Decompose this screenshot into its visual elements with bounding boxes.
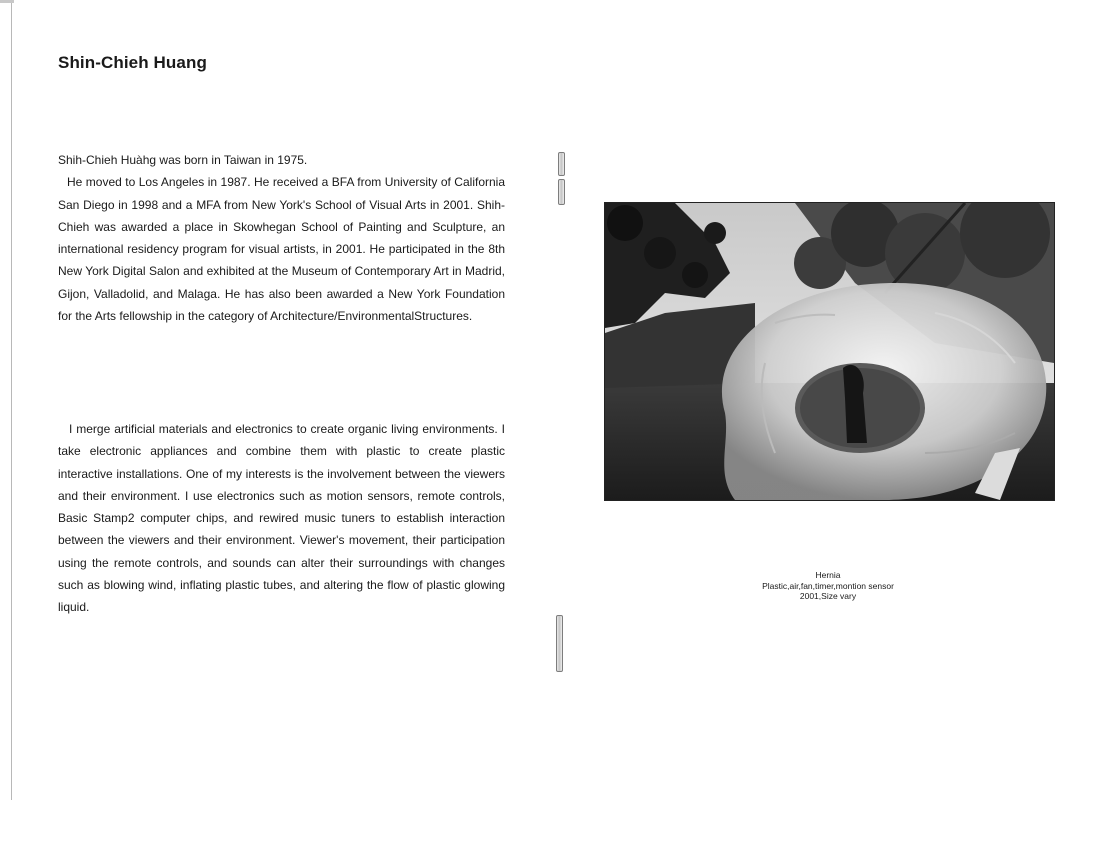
bio-paragraph-1: Shih-Chieh Huàhg was born in Taiwan in 1975. <box>58 153 308 167</box>
binding-staple <box>556 615 563 672</box>
artist-statement <box>58 418 505 619</box>
artwork-caption <box>740 570 916 602</box>
bio-paragraph-2: He moved to Los Angeles in 1987. He received a BFA from University of California San Diego in 1998 and a MFA from New York's School of Visual Arts in 2001. Shih-Chieh was awarded a place in Skowhegan School of Painting and Sculpture, an international residency program for visual artists, in 2001. He participated in the 8th New York Digital Salon and exhibited at the Museum of Contemporary Art in Madrid, Gijon, Valladolid, and Malaga. He has also been awarded a New York Foundation for the Arts fellowship in the category of Architecture/EnvironmentalStructures. <box>58 175 505 324</box>
artist-name: Shin-Chieh Huang <box>58 53 207 72</box>
artwork-materials: Plastic,air,fan,timer,montion sensor <box>762 580 894 591</box>
artwork-title: Hernia <box>815 570 841 580</box>
artwork-photo <box>604 202 1055 501</box>
artist-bio <box>58 149 505 327</box>
artwork-photo-image <box>605 203 1054 500</box>
binding-staple <box>558 152 565 176</box>
artwork-year-size: 2001,Size vary <box>799 591 857 601</box>
binding-staple <box>558 179 565 205</box>
statement-paragraph: I merge artificial materials and electronics to create organic living environments. I take electronic appliances and combine them with plastic to create plastic interactive installations. One of my interests is the involvement between the viewers and their environment. I use electronics such as motion sensors, remote controls, Basic Stamp2 computer chips, and rewired music tuners to establish interaction between the viewers and their environment. Viewer's movement, their participation using the remote controls, and sounds can alter their surroundings with changes such as blowing wind, inflating plastic tubes, and altering the flow of plastic glowing liquid. <box>58 422 505 615</box>
